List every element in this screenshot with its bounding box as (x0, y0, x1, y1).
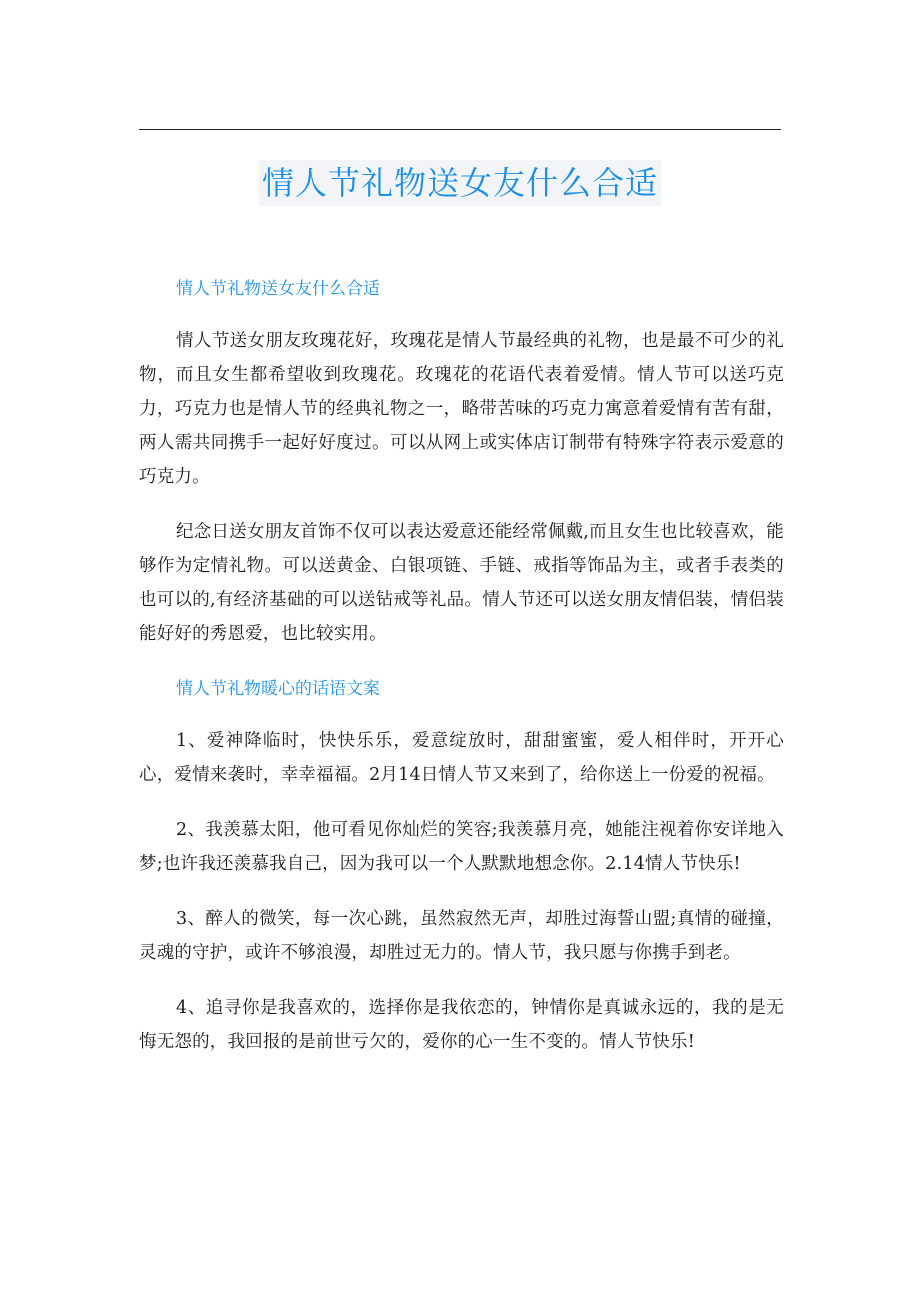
message-item-4: 4、追寻你是我喜欢的，选择你是我依恋的，钟情你是真诚永远的，我的是无悔无怨的，我回报的是前世亏欠的，爱你的心一生不变的。情人节快乐! (139, 998, 784, 1052)
section-heading-gifts: 情人节礼物送女友什么合适 (176, 279, 380, 299)
article-body (139, 272, 784, 1080)
message-item-1: 1、爱神降临时，快快乐乐，爱意绽放时，甜甜蜜蜜，爱人相伴时，开开心心，爱情来袭时，幸幸福福。2月14日情人节又来到了，给你送上一份爱的祝福。 (139, 731, 784, 785)
paragraph-roses-chocolate: 情人节送女朋友玫瑰花好，玫瑰花是情人节最经典的礼物，也是最不可少的礼物，而且女生都希望收到玫瑰花。玫瑰花的花语代表着爱情。情人节可以送巧克力，巧克力也是情人节的经典礼物之一，略带苦味的巧克力寓意着爱情有苦有甜，两人需共同携手一起好好度过。可以从网上或实体店订制带有特殊字符表示爱意的巧克力。 (139, 331, 784, 487)
paragraph-jewelry: 纪念日送女朋友首饰不仅可以表达爱意还能经常佩戴,而且女生也比较喜欢，能够作为定情礼物。可以送黄金、白银项链、手链、戒指等饰品为主，或者手表类的也可以的,有经济基础的可以送钻戒等礼品。情人节还可以送女朋友情侣装，情侣装能好好的秀恩爱，也比较实用。 (139, 522, 784, 644)
page-title-text: 情人节礼物送女友什么合适 (259, 160, 661, 206)
message-item-3: 3、醉人的微笑，每一次心跳，虽然寂然无声，却胜过海誓山盟;真情的碰撞，灵魂的守护，或许不够浪漫，却胜过无力的。情人节，我只愿与你携手到老。 (139, 909, 784, 963)
section-heading-messages: 情人节礼物暖心的话语文案 (176, 679, 380, 699)
header-rule (139, 129, 781, 130)
page-title (0, 160, 920, 206)
message-item-2: 2、我羡慕太阳，他可看见你灿烂的笑容;我羡慕月亮，她能注视着你安详地入梦;也许我还羡慕我自己，因为我可以一个人默默地想念你。2.14情人节快乐! (139, 820, 784, 874)
